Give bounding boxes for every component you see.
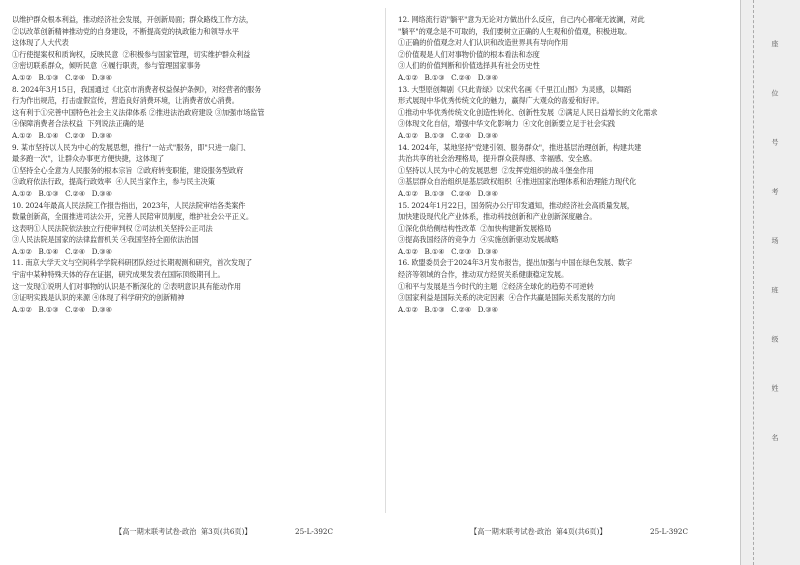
text-line: ③证明实践是认识的来源 ④体现了科学研究的创新精神 — [12, 293, 185, 303]
text-line: "躺平"的观念是不可取的，我们要树立正确的人生观和价值观，积极进取。 — [398, 26, 632, 36]
text-line: ③国家利益是国际关系的决定因素 ④合作共赢是国际关系发展的方向 — [398, 293, 615, 303]
text-line: 宇宙中某种特殊天体的存在证据，研究成果发表在国际顶级期刊上。 — [12, 270, 225, 280]
text-line: ③体现文化自信，增强中华文化影响力 ④文化创新要立足于社会实践 — [398, 119, 615, 129]
text-line: ①行使提案权和质询权，反映民意 ②积极参与国家管理，切实维护群众利益 — [12, 49, 251, 59]
text-line: 9. 某市坚持以人民为中心的发展思想，推行"一站式"服务，即"只进一扇门、 — [12, 142, 251, 152]
left-page — [12, 14, 364, 315]
text-line: 行为作出规范，打击虚假宣传，营造良好消费环境，让消费者放心消费。 — [12, 96, 239, 106]
text-line: 以维护群众根本利益，推动经济社会发展，开创新局面；群众路线工作方法， — [12, 15, 253, 24]
text-line: 13. 大型原创舞剧《只此青绿》以宋代名画《千里江山图》为灵感，以舞蹈 — [398, 84, 632, 94]
text-line: A.①② B.①④ C.②③ D.③④ — [398, 246, 498, 256]
text-line: 数量创新高，全面推进司法公开，完善人民陪审员制度，维护社会公平正义。 — [12, 212, 253, 222]
text-line: ②价值观是人们对事物价值的根本看法和态度 — [398, 49, 540, 59]
text-line: ①坚持以人民为中心的发展思想 ②发挥党组织的战斗堡垒作用 — [398, 165, 594, 175]
text-line: 14. 2024年，某地坚持"党建引领、服务群众"，推进基层治理创新，构建共建 — [398, 142, 642, 152]
left-page-footer: 【高一期末联考试卷·政治 第3页(共6页)】 — [115, 527, 252, 536]
right-page-code: 25-L-392C — [650, 527, 688, 536]
text-line: 12. 网络流行语"躺平"意为无论对方做出什么反应，自己内心都毫无波澜，对此 — [398, 15, 645, 24]
text-line: 这体现了人大代表 — [12, 38, 69, 48]
text-line: 这有利于①完善中国特色社会主义法律体系 ②推进法治政府建设 ③加强市场监管 — [12, 107, 265, 117]
text-line: ①推动中华优秀传统文化创造性转化、创新性发展 ②满足人民日益增长的文化需求 — [398, 107, 658, 117]
text-line: ④保障消费者合法权益 下列说法正确的是 — [12, 119, 144, 129]
text-line: A.①② B.①④ C.②④ D.③④ — [12, 246, 112, 256]
text-line: A.①② B.①③ C.②④ D.③④ — [12, 188, 112, 198]
text-line: ③提高我国经济的竞争力 ④实施创新驱动发展战略 — [398, 235, 559, 245]
text-line: 16. 欧盟委员会于2024年3月发布报告，提出加强与中国在绿色发展、数字 — [398, 258, 633, 268]
text-line: 共治共享的社会治理格局，提升群众获得感、幸福感、安全感。 — [398, 154, 597, 164]
text-line: ①深化供给侧结构性改革 ②加快构建新发展格局 — [398, 223, 552, 233]
text-line: ①正确的价值观念对人们认识和改造世界具有导向作用 — [398, 38, 569, 48]
text-line: 形式展现中华优秀传统文化的魅力，赢得广大观众的喜爱和好评。 — [398, 96, 604, 106]
left-page-code: 25-L-392C — [295, 527, 333, 536]
text-line: 最多跑一次"，让群众办事更方便快捷，这体现了 — [12, 154, 165, 164]
text-line: 这一发现①说明人们对事物的认识是不断深化的 ②表明意识具有能动作用 — [12, 281, 241, 291]
text-line: 8. 2024年3月15日，我国通过《北京市消费者权益保护条例》，对经营者的服务 — [12, 84, 262, 94]
text-line: ③密切联系群众，倾听民意 ④履行职责，参与管理国家事务 — [12, 61, 201, 71]
text-line: A.①② B.①④ C.②③ D.③④ — [12, 130, 112, 140]
text-line: 加快建设现代化产业体系，推动科技创新和产业创新深度融合。 — [398, 212, 597, 222]
text-line: A.①② B.①③ C.②④ D.③④ — [398, 130, 498, 140]
text-line: 10. 2024年最高人民法院工作报告指出，2023年，人民法院审结各类案件 — [12, 200, 246, 210]
text-line: ③基层群众自治组织是基层政权组织 ④推进国家治理体系和治理能力现代化 — [398, 177, 637, 187]
text-line: ③人民法院是国家的法律监督机关 ④我国坚持全面依法治国 — [12, 235, 199, 245]
text-line: ③人们的价值判断和价值选择具有社会历史性 — [398, 61, 540, 71]
text-line: ①和平与发展是当今时代的主题 ②经济全球化的趋势不可逆转 — [398, 281, 594, 291]
text-line: 15. 2024年1月22日，国务院办公厅印发通知，推动经济社会高质量发展， — [398, 200, 634, 210]
cut-line — [753, 0, 754, 565]
binding-label: 座 位 号 考 场 班 级 姓 名 — [771, 40, 779, 461]
text-line: A.①② B.①③ C.②④ D.③④ — [12, 304, 112, 314]
text-line: ②以改革创新精神推动党的自身建设，不断提高党的执政能力和领导水平 — [12, 26, 239, 36]
text-line: ①坚持全心全意为人民服务的根本宗旨 ②政府转变职能，建设服务型政府 — [12, 165, 244, 175]
text-line: A.①② B.①③ C.②④ D.③④ — [12, 72, 112, 82]
right-page-footer: 【高一期末联考试卷·政治 第4页(共6页)】 — [470, 527, 607, 536]
text-line: A.①② B.①③ C.②④ D.③④ — [398, 188, 498, 198]
text-line: 11. 南京大学天文与空间科学学院科研团队经过长期观测和研究，首次发现了 — [12, 258, 253, 268]
text-line: 经济等领域的合作，推动双方经贸关系健康稳定发展。 — [398, 270, 569, 280]
text-line: 这表明①人民法院依法独立行使审判权 ②司法机关坚持公正司法 — [12, 223, 213, 233]
text-line: ③政府依法行政，提高行政效率 ④人民当家作主，参与民主决策 — [12, 177, 215, 187]
text-line: A.①② B.①③ C.②④ D.③④ — [398, 304, 498, 314]
page-divider — [385, 8, 386, 513]
text-line: A.①② B.①③ C.②④ D.③④ — [398, 72, 498, 82]
right-page — [398, 14, 728, 315]
